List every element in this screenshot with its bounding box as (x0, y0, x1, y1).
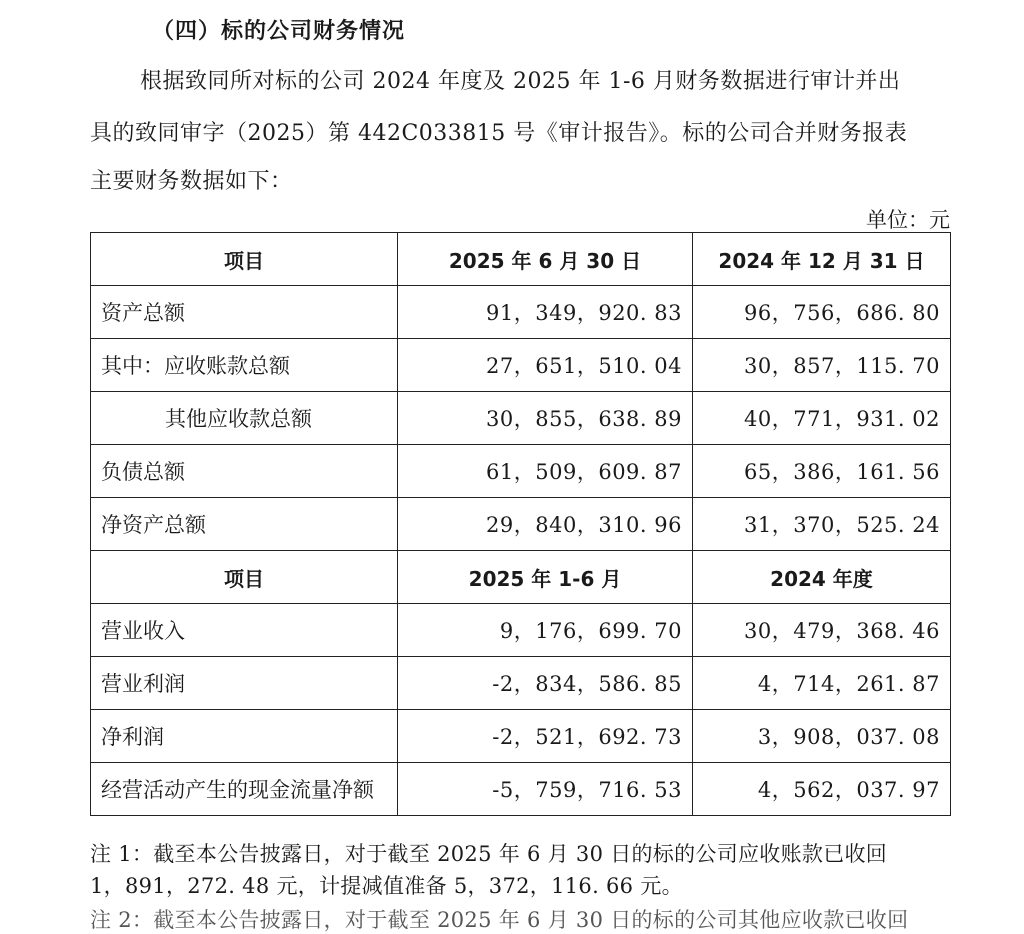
table-row (91, 286, 951, 339)
row-value-2024: 65，386，161. 56 (693, 445, 951, 498)
table-row (91, 339, 951, 392)
row-value-2025: 9，176，699. 70 (398, 604, 693, 657)
row-label: 净资产总额 (91, 498, 398, 551)
row-label: 营业收入 (91, 604, 398, 657)
row-value-2025: -2，521，692. 73 (398, 710, 693, 763)
row-label: 资产总额 (91, 286, 398, 339)
row-value-2025: -2，834，586. 85 (398, 657, 693, 710)
row-value-2024: 30，479，368. 46 (693, 604, 951, 657)
note-2-line-1: 注 2：截至本公告披露日，对于截至 2025 年 6 月 30 日的标的公司其他应收款已收回 (90, 908, 909, 932)
table-row (91, 392, 951, 445)
row-value-2024: 30，857，115. 70 (693, 339, 951, 392)
row-label: 其中：应收账款总额 (91, 339, 398, 392)
row-value-2025: 27，651，510. 04 (398, 339, 693, 392)
table-row (91, 710, 951, 763)
row-value-2024: 3，908，037. 08 (693, 710, 951, 763)
header-date-2025: 2025 年 6 月 30 日 (398, 233, 693, 286)
row-label: 经营活动产生的现金流量净额 (91, 763, 398, 816)
row-value-2025: 29，840，310. 96 (398, 498, 693, 551)
row-label: 营业利润 (91, 657, 398, 710)
table-row (91, 445, 951, 498)
row-value-2025: 30，855，638. 89 (398, 392, 693, 445)
row-label: 净利润 (91, 710, 398, 763)
balance-header-row (91, 233, 951, 286)
row-value-2025: 91，349，920. 83 (398, 286, 693, 339)
row-value-2024: 4，562，037. 97 (693, 763, 951, 816)
row-value-2025: -5，759，716. 53 (398, 763, 693, 816)
table-row (91, 498, 951, 551)
intro-paragraph-line-1: 根据致同所对标的公司 2024 年度及 2025 年 1-6 月财务数据进行审计并出 (140, 69, 901, 94)
note-1-line-1: 注 1：截至本公告披露日，对于截至 2025 年 6 月 30 日的标的公司应收账款已收回 (90, 842, 888, 866)
financial-table (90, 232, 951, 816)
row-value-2024: 40，771，931. 02 (693, 392, 951, 445)
unit-label: 单位：元 (866, 208, 950, 232)
table-row (91, 657, 951, 710)
header-period-2025: 2025 年 1-6 月 (398, 551, 693, 604)
intro-paragraph-line-3: 主要财务数据如下： (90, 169, 293, 194)
row-value-2024: 4，714，261. 87 (693, 657, 951, 710)
header-item: 项目 (91, 233, 398, 286)
header-item: 项目 (91, 551, 398, 604)
row-value-2025: 61，509，609. 87 (398, 445, 693, 498)
section-heading: （四）标的公司财务情况 (152, 19, 406, 44)
row-value-2024: 31，370，525. 24 (693, 498, 951, 551)
row-value-2024: 96，756，686. 80 (693, 286, 951, 339)
intro-paragraph-line-2: 具的致同审字（2025）第 442C033815 号《审计报告》。标的公司合并财务报表 (90, 121, 908, 146)
table-row (91, 604, 951, 657)
header-period-2024: 2024 年度 (693, 551, 951, 604)
note-1-line-2: 1，891，272. 48 元，计提减值准备 5，372，116. 66 元。 (90, 874, 683, 898)
table-row (91, 763, 951, 816)
row-label: 其他应收款总额 (91, 392, 398, 445)
header-date-2024: 2024 年 12 月 31 日 (693, 233, 951, 286)
row-label: 负债总额 (91, 445, 398, 498)
income-header-row (91, 551, 951, 604)
